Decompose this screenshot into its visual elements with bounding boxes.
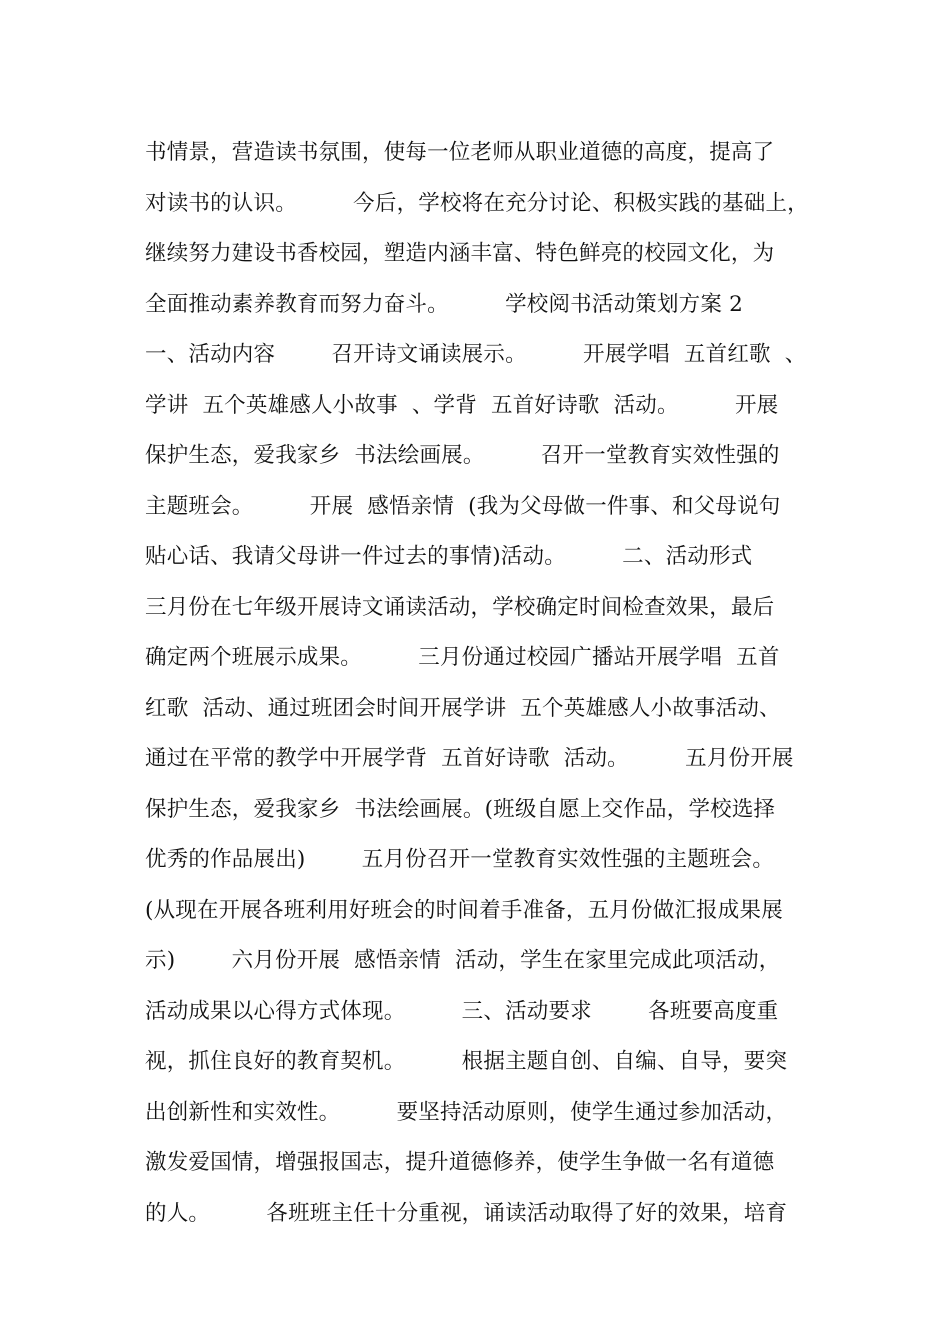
body-text — [145, 128, 825, 1239]
text-line: 通过在平常的教学中开展学背 五首好诗歌 活动。 五月份开展 — [145, 746, 794, 771]
text-line: 主题班会。 开展 感悟亲情 (我为父母做一件事、和父母说句 — [145, 493, 781, 519]
text-line: 学讲 五个英雄感人小故事 、学背 五首好诗歌 活动。 开展 — [145, 392, 779, 418]
text-line: 红歌 活动、通过班团会时间开展学讲 五个英雄感人小故事活动、 — [145, 695, 781, 721]
text-line: 贴心话、我请父母讲一件过去的事情)活动。 二、活动形式 — [145, 544, 753, 569]
text-line: 活动成果以心得方式体现。 三、活动要求 各班要高度重 — [145, 998, 779, 1024]
text-line: 激发爱国情，增强报国志，提升道德修养，使学生争做一名有道德 — [145, 1150, 775, 1175]
text-line: 保护生态，爱我家乡 书法绘画展。(班级自愿上交作品，学校选择 — [145, 796, 776, 822]
text-line: 确定两个班展示成果。 三月份通过校园广播站开展学唱 五首 — [145, 645, 780, 670]
text-line: 继续努力建设书香校园，塑造内涵丰富、特色鲜亮的校园文化，为 — [145, 241, 775, 266]
text-line: 保护生态，爱我家乡 书法绘画展。 召开一堂教育实效性强的 — [145, 443, 780, 468]
text-line: 对读书的认识。 今后，学校将在充分讨论、积极实践的基础上， — [145, 190, 809, 216]
text-line: 示) 六月份开展 感悟亲情 活动，学生在家里完成此项活动， — [145, 948, 781, 973]
text-line: 视，抓住良好的教育契机。 根据主题自创、自编、自导，要突 — [145, 1049, 788, 1074]
text-line: 的人。 各班班主任十分重视，诵读活动取得了好的效果，培育 — [145, 1200, 788, 1226]
text-line: 一、活动内容 召开诗文诵读展示。 开展学唱 五首红歌 、 — [145, 342, 807, 367]
text-line: 出创新性和实效性。 要坚持活动原则，使学生通过参加活动， — [145, 1099, 788, 1125]
text-line: 全面推动素养教育而努力奋斗。 学校阅书活动策划方案 2 — [145, 291, 743, 317]
text-line: 三月份在七年级开展诗文诵读活动，学校确定时间检查效果，最后 — [145, 594, 775, 620]
text-line: (从现在开展各班利用好班会的时间着手准备，五月份做汇报成果展 — [145, 897, 783, 923]
text-line: 优秀的作品展出) 五月份召开一堂教育实效性强的主题班会。 — [145, 847, 775, 872]
text-line: 书情景，营造读书氛围，使每一位老师从职业道德的高度，提高了 — [145, 140, 775, 165]
